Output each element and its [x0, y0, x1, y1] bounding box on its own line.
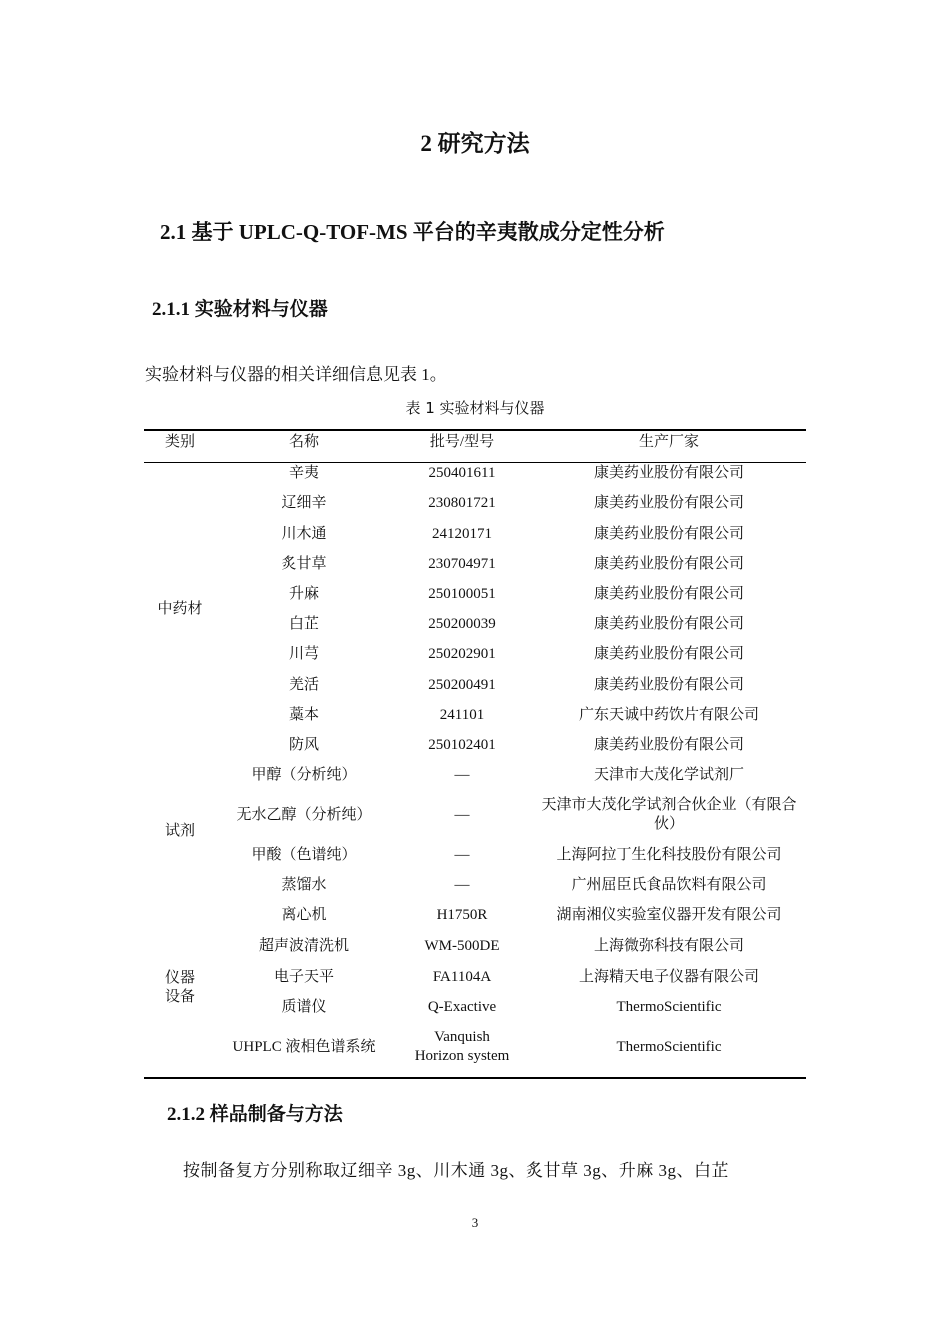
table-bottom-rule — [144, 1077, 806, 1079]
row-batch: 230801721 — [428, 495, 496, 511]
row-batch: Vanquish Horizon system — [414, 1029, 510, 1064]
row-name: 炙甘草 — [281, 556, 327, 572]
row-name: 辽细辛 — [281, 495, 327, 511]
row-name: UHPLC 液相色谱系统 — [232, 1039, 376, 1055]
row-batch: 24120171 — [432, 526, 492, 542]
row-name: 白芷 — [288, 616, 319, 632]
row-name: 无水乙醇（分析纯） — [236, 807, 372, 823]
row-maker: 康美药业股份有限公司 — [593, 677, 744, 693]
row-name: 升麻 — [288, 586, 319, 602]
row-maker: 上海阿拉丁生化科技股份有限公司 — [556, 847, 782, 863]
table-top-rule — [144, 429, 806, 431]
row-maker: 上海精天电子仪器有限公司 — [578, 969, 759, 985]
table-caption: 表 1 实验材料与仪器 — [405, 399, 545, 417]
row-name: 离心机 — [281, 907, 327, 923]
row-batch: 250102401 — [428, 737, 496, 753]
row-name: 超声波清洗机 — [258, 938, 349, 954]
category-herbs: 中药材 — [157, 601, 203, 617]
row-name: 质谱仪 — [281, 999, 327, 1015]
row-maker: ThermoScientific — [616, 1039, 722, 1055]
row-maker: 康美药业股份有限公司 — [593, 616, 744, 632]
subsection-heading-sample-prep: 2.1.2 样品制备与方法 — [167, 1104, 343, 1125]
row-batch: FA1104A — [432, 969, 492, 985]
row-maker: 康美药业股份有限公司 — [593, 465, 744, 481]
row-name: 防风 — [288, 737, 319, 753]
row-batch: 241101 — [439, 707, 485, 723]
row-batch: 230704971 — [428, 556, 496, 572]
section-heading: 2.1 基于 UPLC-Q-TOF-MS 平台的辛夷散成分定性分析 — [160, 220, 665, 244]
row-maker: 康美药业股份有限公司 — [593, 586, 744, 602]
header-category: 类别 — [164, 434, 195, 450]
row-maker: 湖南湘仪实验室仪器开发有限公司 — [556, 907, 782, 923]
row-batch: 250200039 — [428, 616, 496, 632]
row-maker: 广东天诚中药饮片有限公司 — [578, 707, 759, 723]
row-name: 甲醇（分析纯） — [251, 767, 357, 783]
header-name: 名称 — [288, 434, 319, 450]
row-name: 蒸馏水 — [281, 877, 327, 893]
row-batch: 250401611 — [428, 465, 496, 481]
row-maker: 康美药业股份有限公司 — [593, 646, 744, 662]
body-paragraph: 按制备复方分别称取辽细辛 3g、川木通 3g、炙甘草 3g、升麻 3g、白芷 — [183, 1161, 729, 1180]
row-name: 辛夷 — [288, 465, 319, 481]
row-batch: 250202901 — [428, 646, 496, 662]
row-maker: 天津市大茂化学试剂厂 — [593, 767, 744, 783]
page-number: 3 — [471, 1215, 479, 1230]
row-name: 川木通 — [281, 526, 327, 542]
intro-text: 实验材料与仪器的相关详细信息见表 1。 — [145, 365, 447, 384]
row-maker: 康美药业股份有限公司 — [593, 526, 744, 542]
category-reagents: 试剂 — [164, 823, 195, 839]
row-maker: ThermoScientific — [616, 999, 722, 1015]
row-batch: — — [454, 877, 470, 893]
row-name: 甲酸（色谱纯） — [251, 847, 357, 863]
row-batch: — — [454, 807, 470, 823]
row-batch: — — [454, 847, 470, 863]
subsection-heading-materials: 2.1.1 实验材料与仪器 — [152, 299, 328, 320]
header-maker: 生产厂家 — [638, 434, 699, 450]
row-maker: 天津市大茂化学试剂合伙企业（有限合伙） — [541, 797, 797, 832]
chapter-heading: 2 研究方法 — [420, 131, 530, 156]
row-batch: 250100051 — [428, 586, 496, 602]
row-name: 川芎 — [288, 646, 319, 662]
row-maker: 上海微弥科技有限公司 — [593, 938, 744, 954]
table-header-rule — [144, 462, 806, 463]
row-maker: 康美药业股份有限公司 — [593, 737, 744, 753]
row-batch: WM-500DE — [424, 938, 500, 954]
row-batch: — — [454, 767, 470, 783]
row-batch: Q-Exactive — [427, 999, 497, 1015]
row-maker: 康美药业股份有限公司 — [593, 556, 744, 572]
row-name: 羌活 — [288, 677, 319, 693]
category-equipment: 仪器 设备 — [164, 970, 195, 1005]
row-name: 电子天平 — [273, 969, 334, 985]
row-maker: 康美药业股份有限公司 — [593, 495, 744, 511]
row-batch: 250200491 — [428, 677, 496, 693]
header-batch: 批号/型号 — [429, 434, 495, 450]
row-maker: 广州屈臣氏食品饮料有限公司 — [571, 877, 767, 893]
row-batch: H1750R — [436, 907, 488, 923]
row-name: 藁本 — [288, 707, 319, 723]
